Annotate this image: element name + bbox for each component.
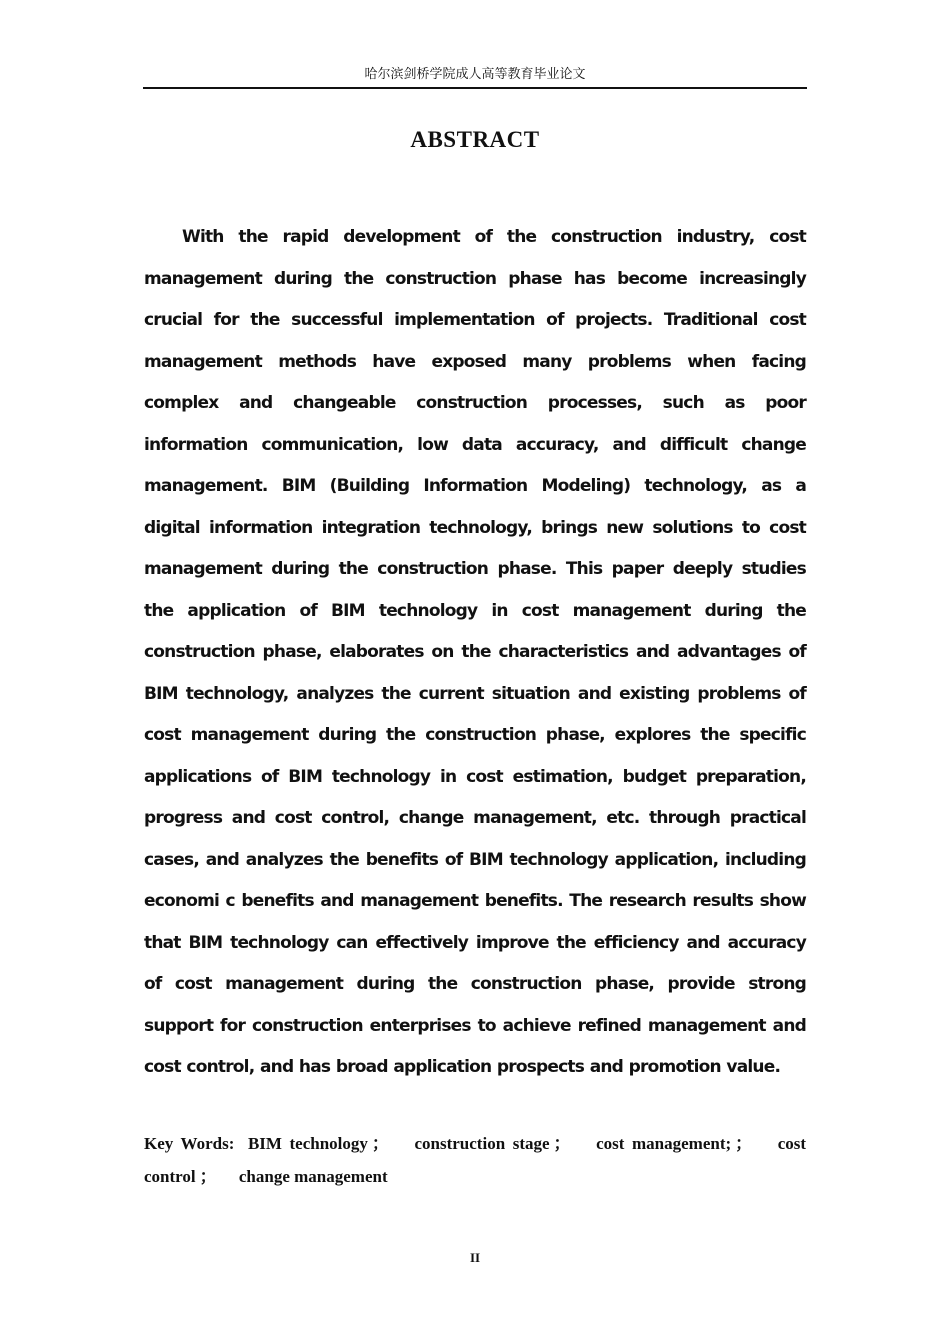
keyword-separator: ； <box>199 1167 217 1186</box>
keyword-separator: ； <box>553 1134 571 1153</box>
header-rule <box>143 87 807 89</box>
keyword-separator: ； <box>371 1134 389 1153</box>
keyword-item: BIM technology <box>247 1134 368 1153</box>
abstract-title: ABSTRACT <box>410 127 540 152</box>
page-number: II <box>469 1250 481 1265</box>
keyword-item: construction stage <box>414 1134 550 1153</box>
keyword-item: cost management; <box>596 1134 732 1153</box>
abstract-body: With the rapid development of the construction industry, cost management during the construction phase has become increasingly crucial for the successful implementation of projects. Traditional cost management methods have exposed many problems when facing complex and changeable construction processes, such as poor information communication, low data accuracy, and difficult change management. BIM (Building Information Modeling) technology, as a digital information integration technology, brings new solutions to cost management during the construction phase. This paper deeply studies the application of BIM technology in cost management during the construction phase, elaborates on the characteristics and advantages of BIM technology, analyzes the current situation and existing problems of cost management during the construction phase, explores the specific applications of BIM technology in cost estimation, budget preparation, progress and cost control, change management, etc. through practical cases, and analyzes the benefits of BIM technology application, including economi c benefits and management benefits. The research results show that BIM technology can effectively improve the efficiency and accuracy of cost management during the construction phase, provide strong support for construction enterprises to achieve refined management and cost control, and has broad application prospects and promotion value. <box>144 227 806 1077</box>
keyword-separator: ； <box>735 1134 753 1153</box>
keywords <box>144 1127 806 1193</box>
running-header: 哈尔滨剑桥学院成人高等教育毕业论文 <box>364 67 586 82</box>
keyword-item: change management <box>238 1167 388 1186</box>
keyword-item: cost control <box>144 1134 807 1186</box>
keywords-label: Key Words: <box>144 1134 235 1153</box>
